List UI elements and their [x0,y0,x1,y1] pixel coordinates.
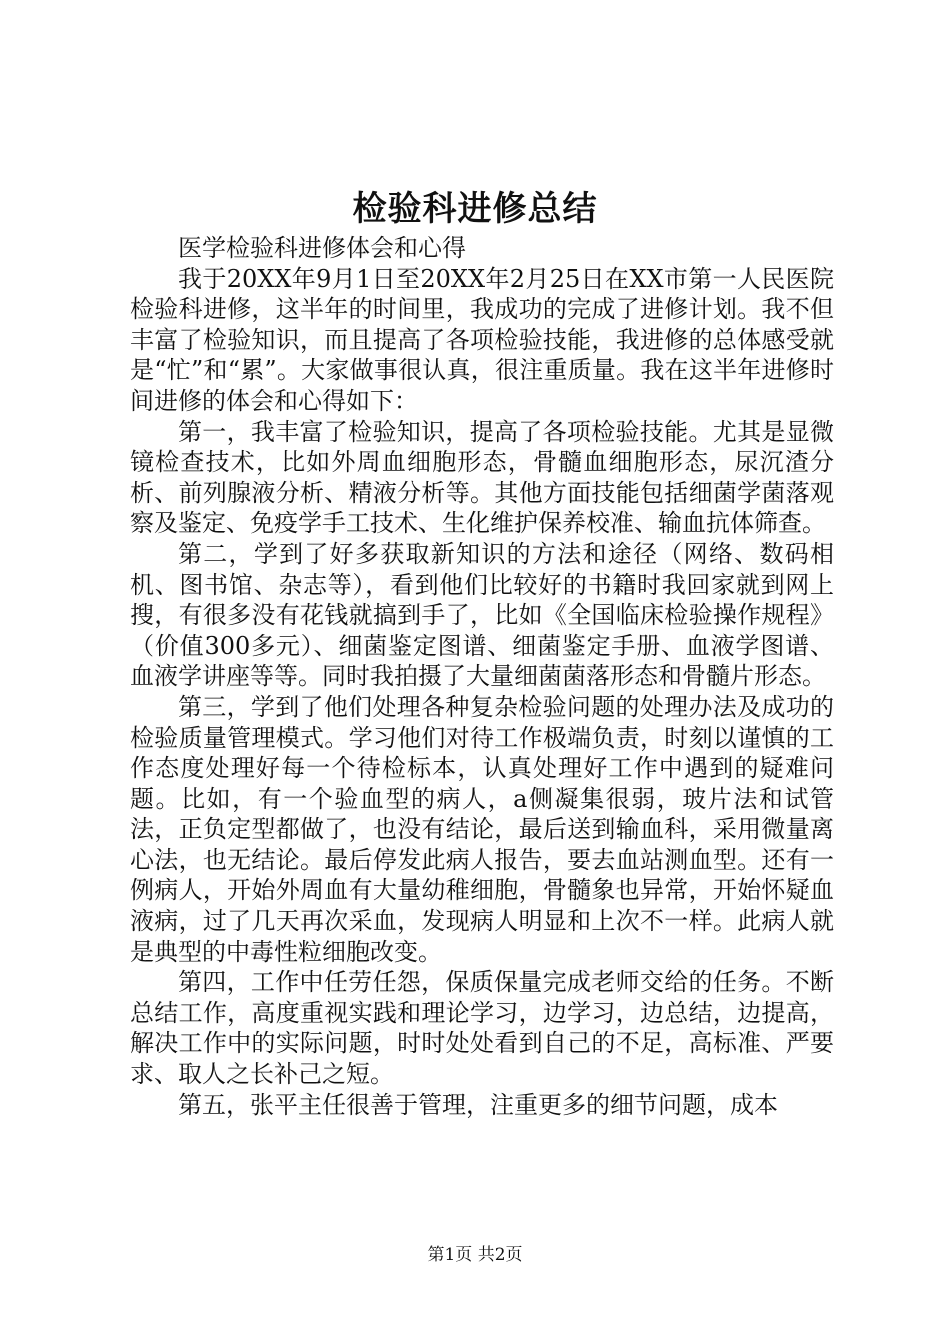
document-body [130,233,834,1120]
paragraph-fourth: 第四，工作中任劳任怨，保质保量完成老师交给的任务。不断总结工作，高度重视实践和理论学习，边学习，边总结，边提高，解决工作中的实际问题，时时处处看到自己的不足，高标准、严要求、取人之长补己之短。 [130,968,834,1089]
paragraph-first: 第一，我丰富了检验知识，提高了各项检验技能。尤其是显微镜检查技术，比如外周血细胞形态，骨髓血细胞形态，尿沉渣分析、前列腺液分析、精液分析等。其他方面技能包括细菌学菌落观察及鉴定、免疫学手工技术、生化维护保养校准、输血抗体筛查。 [130,417,834,538]
paragraph-second: 第二，学到了好多获取新知识的方法和途径（网络、数码相机、图书馆、杂志等），看到他们比较好的书籍时我回家就到网上搜，有很多没有花钱就搞到手了，比如《全国临床检验操作规程》（价值300多元）、细菌鉴定图谱、细菌鉴定手册、血液学图谱、血液学讲座等等。同时我拍摄了大量细菌菌落形态和骨髓片形态。 [130,539,834,691]
page-footer: 第1页 共2页 [427,1245,523,1265]
paragraph-subtitle: 医学检验科进修体会和心得 [178,234,466,262]
paragraph-intro: 我于20XX年9月1日至20XX年2月25日在XX市第一人民医院检验科进修，这半年的时间里，我成功的完成了进修计划。我不但丰富了检验知识，而且提高了各项检验技能，我进修的总体感受就是“忙”和“累”。大家做事很认真，很注重质量。我在这半年进修时间进修的体会和心得如下： [130,264,834,415]
paragraph-third: 第三，学到了他们处理各种复杂检验问题的处理办法及成功的检验质量管理模式。学习他们对待工作极端负责，时刻以谨慎的工作态度处理好每一个待检标本，认真处理好工作中遇到的疑难问题。比如，有一个验血型的病人，a侧凝集很弱，玻片法和试管法，正负定型都做了，也没有结论，最后送到输血科，采用微量离心法，也无结论。最后停发此病人报告，要去血站测血型。还有一例病人，开始外周血有大量幼稚细胞，骨髓象也异常，开始怀疑血液病，过了几天再次采血，发现病人明显和上次不一样。此病人就是典型的中毒性粒细胞改变。 [130,692,834,966]
paragraph-fifth: 第五，张平主任很善于管理，注重更多的细节问题，成本 [178,1090,778,1119]
document-title: 检验科进修总结 [352,189,598,229]
